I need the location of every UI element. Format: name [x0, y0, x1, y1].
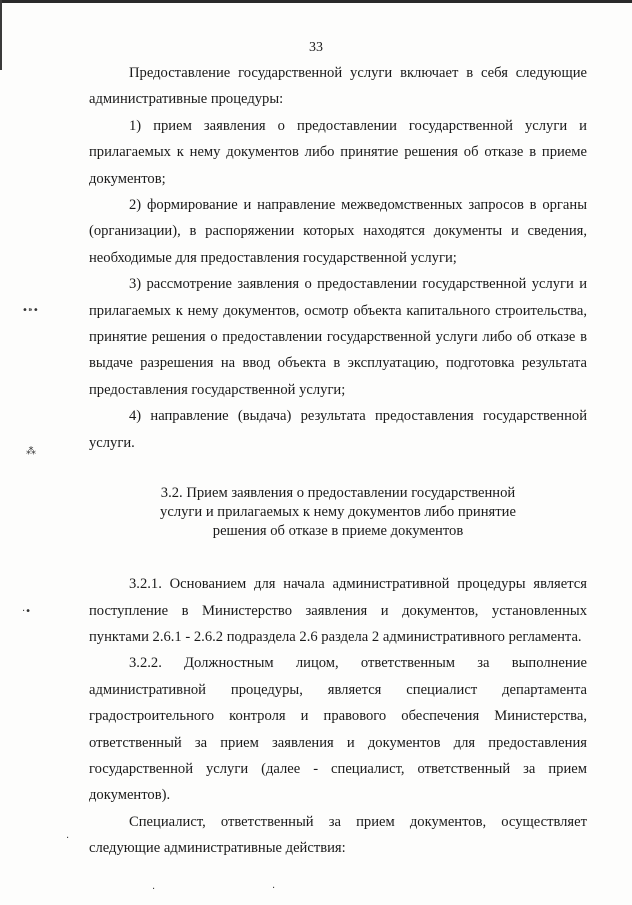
scan-artifact: ·	[272, 883, 276, 894]
scan-artifact: ·	[66, 833, 70, 844]
scan-top-edge	[0, 0, 632, 3]
scan-artifact: ⁂	[26, 446, 36, 457]
paragraph-item-2: 2) формирование и направление межведомственных запросов в органы (организации), в распоряжении которых находятся документы и сведения, необходимые для предоставления государственной услуги;	[89, 197, 587, 266]
paragraph-specialist: Специалист, ответственный за прием документов, осуществляет следующие административные действия:	[89, 813, 587, 857]
section-heading-line: решения об отказе в приеме документов	[212, 523, 464, 540]
paragraph-3-2-2: 3.2.2. Должностным лицом, ответственным за выполнение административной процедуры, является специалист департамента градостроительного контроля и правового обеспечения Министерства, ответственный за прием заявления и документов для предоставления государственной услуги (далее - специалист, ответственный за прием документов).	[89, 655, 587, 804]
scan-artifact: ·	[152, 884, 156, 895]
scan-left-edge	[0, 0, 2, 70]
page-number: 33	[309, 40, 323, 55]
paragraph-intro: Предоставление государственной услуги включает в себя следующие административные процедуры:	[89, 65, 587, 108]
section-heading-line: услуги и прилагаемых к нему документов либо принятие	[160, 504, 516, 521]
paragraph-item-4: 4) направление (выдача) результата предоставления государственной услуги.	[89, 408, 587, 451]
paragraph-item-1: 1) прием заявления о предоставлении государственной услуги и прилагаемых к нему документов либо принятие решения об отказе в приеме документов;	[89, 117, 587, 187]
scan-artifact: ‧•	[22, 606, 32, 617]
document-body	[89, 60, 587, 862]
section-heading	[89, 484, 587, 541]
paragraph-3-2-1: 3.2.1. Основанием для начала административной процедуры является поступление в Министерство заявления и документов, установленных пунктами 2.6.1 - 2.6.2 подраздела 2.6 раздела 2 административного регламента.	[89, 576, 587, 645]
scan-artifact: •⁍•	[22, 305, 39, 316]
paragraph-item-3: 3) рассмотрение заявления о предоставлении государственной услуги и прилагаемых к нему документов, осмотр объекта капитального строительства, принятие решения о предоставлении государственной услуги либо об отказе в выдаче разрешения на ввод объекта в эксплуатацию, подготовка результата предоставления государственной услуги;	[89, 276, 587, 398]
section-heading-line: 3.2. Прием заявления о предоставлении государственной	[160, 485, 516, 502]
